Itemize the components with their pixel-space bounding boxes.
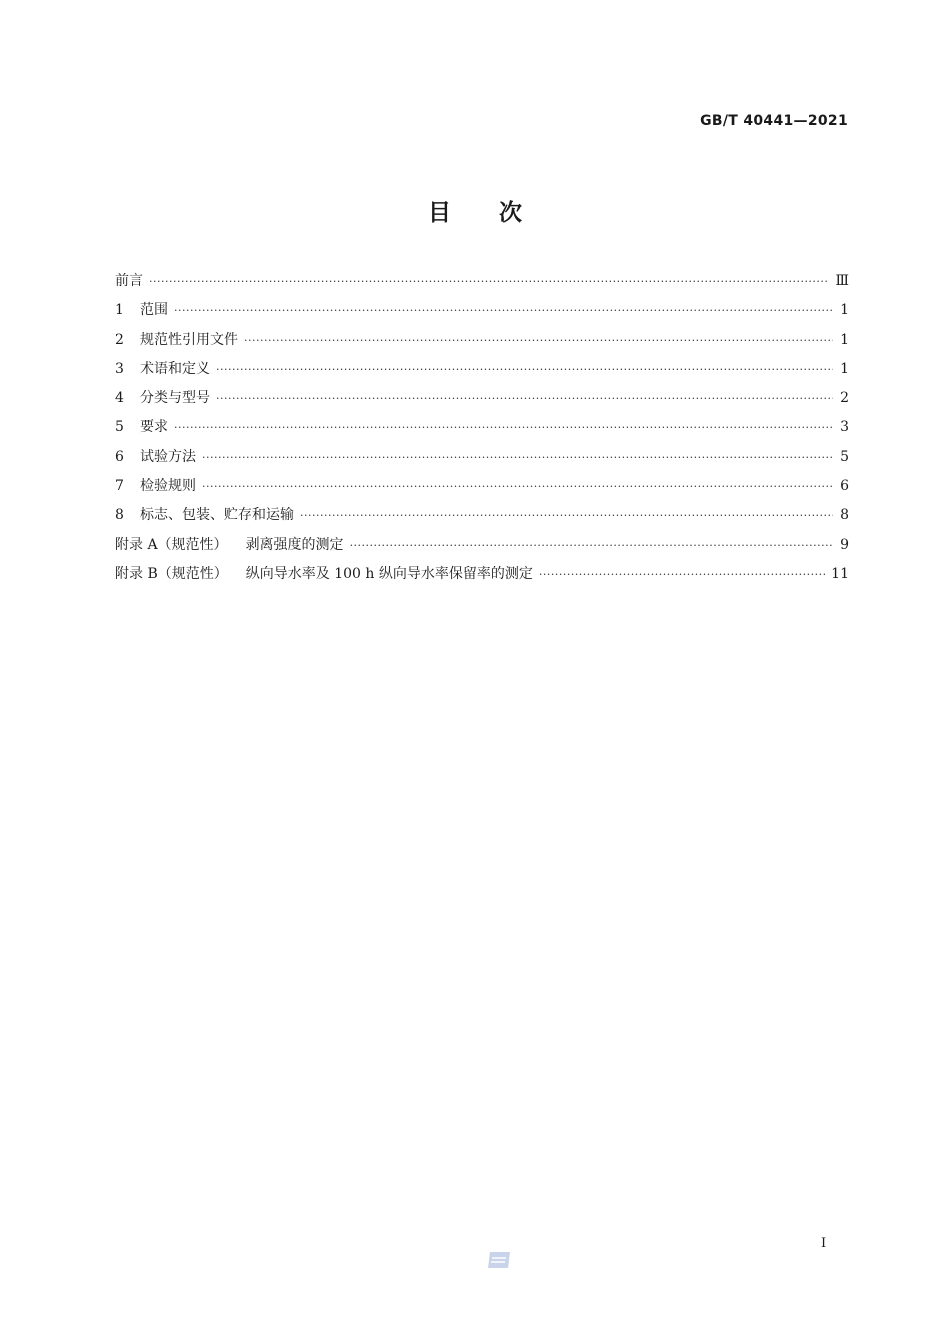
toc-entry-number: 2	[115, 331, 124, 348]
standard-code: GB/T 40441—2021	[700, 113, 848, 129]
toc-leader-dots	[350, 539, 833, 552]
toc-entry-page: 1	[840, 331, 849, 348]
toc-entry-label: 分类与型号	[140, 390, 210, 407]
toc-entry-annex-b[interactable]	[115, 563, 849, 592]
toc-leader-dots	[300, 509, 833, 522]
toc-entry-page: 5	[840, 448, 849, 465]
toc-leader-dots	[174, 421, 833, 434]
toc-entry-page: 6	[840, 478, 849, 495]
toc-entry-4[interactable]	[115, 387, 849, 416]
toc-leader-dots	[216, 363, 833, 376]
toc-entry-subtitle: 纵向导水率及 100 h 纵向导水率保留率的测定	[245, 565, 533, 582]
toc-title-char-2: 次	[499, 200, 522, 226]
table-of-contents	[115, 270, 849, 592]
toc-title	[0, 194, 950, 227]
toc-entry-1[interactable]	[115, 299, 849, 328]
toc-entry-foreword[interactable]	[115, 270, 849, 299]
toc-entry-page: 1	[840, 360, 849, 377]
toc-leader-dots	[216, 392, 833, 405]
toc-entry-page: 1	[840, 302, 849, 319]
toc-entry-page: 3	[840, 419, 849, 436]
toc-title-char-1: 目	[428, 200, 451, 226]
toc-entry-page: 8	[840, 507, 849, 524]
toc-entry-number: 5	[115, 419, 124, 436]
toc-entry-page: 2	[840, 390, 849, 407]
toc-entry-label: 术语和定义	[140, 360, 210, 377]
toc-entry-label: 附录 B（规范性）	[115, 565, 228, 582]
toc-leader-dots	[202, 480, 833, 493]
toc-entry-number: 6	[115, 448, 124, 465]
toc-entry-number: 7	[115, 478, 124, 495]
toc-leader-dots	[202, 451, 833, 464]
toc-leader-dots	[539, 568, 825, 581]
toc-entry-3[interactable]	[115, 358, 849, 387]
toc-entry-label: 试验方法	[140, 448, 196, 465]
toc-entry-2[interactable]	[115, 329, 849, 358]
toc-entry-page: Ⅲ	[835, 273, 849, 289]
toc-entry-number: 1	[115, 302, 124, 319]
sac-logo-icon	[486, 1250, 512, 1270]
toc-entry-label: 检验规则	[140, 478, 196, 495]
toc-leader-dots	[174, 304, 833, 317]
toc-entry-7[interactable]	[115, 475, 849, 504]
toc-entry-5[interactable]	[115, 416, 849, 445]
toc-entry-8[interactable]	[115, 504, 849, 533]
toc-entry-number: 8	[115, 507, 124, 524]
toc-entry-label: 前言	[115, 273, 143, 289]
toc-leader-dots	[244, 334, 833, 347]
toc-entry-number: 4	[115, 390, 124, 407]
page-number: Ⅰ	[821, 1236, 827, 1251]
toc-entry-label: 标志、包装、贮存和运输	[140, 507, 294, 524]
toc-entry-page: 11	[831, 565, 849, 582]
toc-entry-subtitle: 剥离强度的测定	[245, 536, 344, 553]
toc-entry-label: 要求	[140, 419, 168, 436]
toc-entry-number: 3	[115, 360, 124, 377]
toc-entry-label: 附录 A（规范性）	[115, 536, 228, 553]
toc-entry-label: 规范性引用文件	[140, 331, 238, 348]
toc-entry-label: 范围	[140, 302, 168, 319]
toc-entry-annex-a[interactable]	[115, 534, 849, 563]
toc-entry-6[interactable]	[115, 446, 849, 475]
toc-leader-dots	[149, 275, 829, 288]
toc-entry-page: 9	[840, 536, 849, 553]
